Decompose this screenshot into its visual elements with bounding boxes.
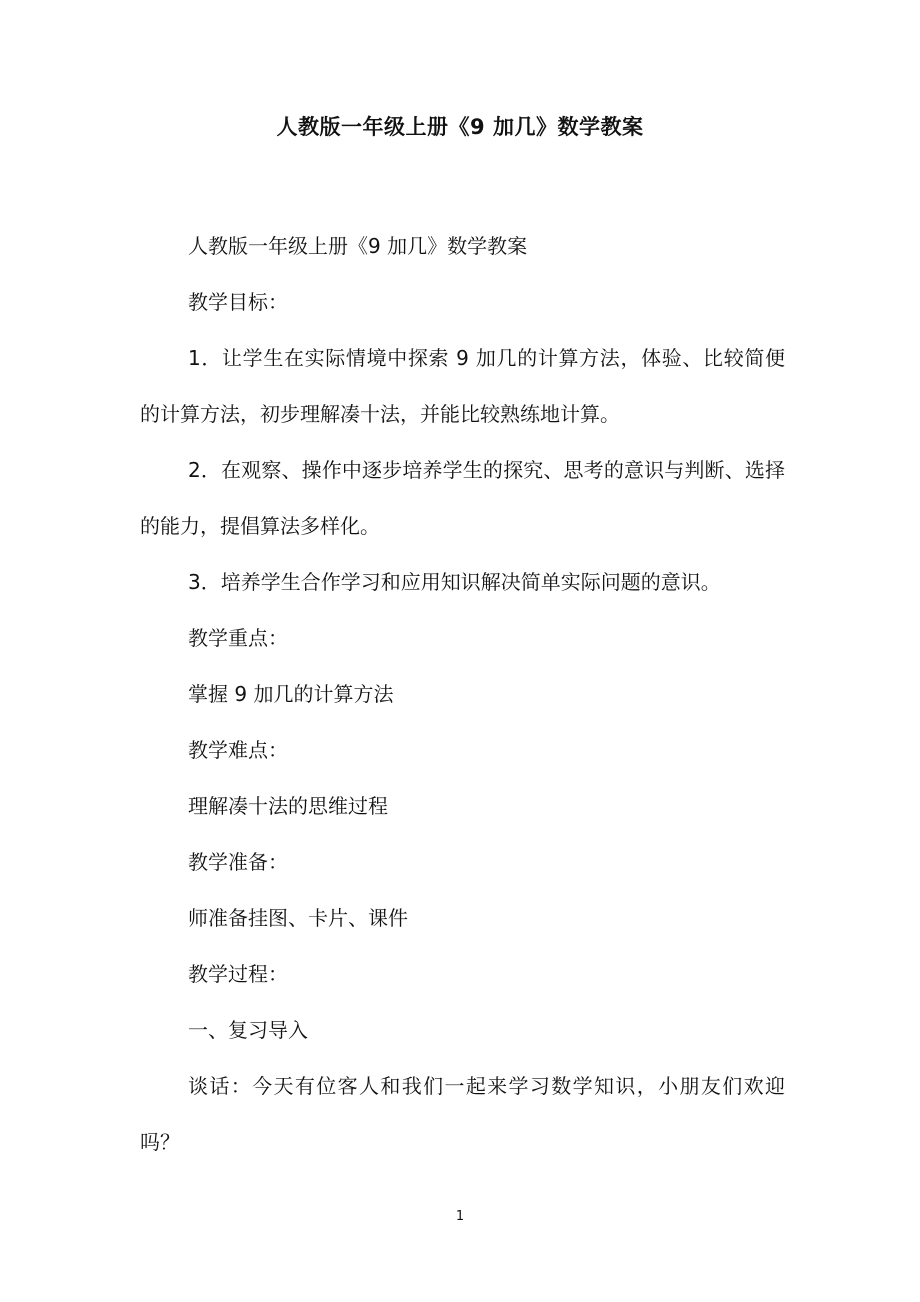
paragraph-dialogue: 谈话：今天有位客人和我们一起来学习数学知识，小朋友们欢迎吗？ bbox=[140, 1074, 785, 1154]
paragraph-preparation-heading: 教学准备： bbox=[188, 850, 288, 874]
paragraph-objective-2: 2．在观察、操作中逐步培养学生的探究、思考的意识与判断、选择的能力，提倡算法多样化。 bbox=[140, 458, 785, 538]
paragraph-preparation: 师准备挂图、卡片、课件 bbox=[188, 906, 408, 930]
paragraph-subtitle: 人教版一年级上册《9 加几》数学教案 bbox=[188, 234, 528, 258]
paragraph-difficulties-heading: 教学难点： bbox=[188, 738, 288, 762]
paragraph-objective-3: 3．培养学生合作学习和应用知识解决简单实际问题的意识。 bbox=[188, 570, 721, 594]
paragraph-objectives-heading: 教学目标： bbox=[188, 290, 288, 314]
document-body bbox=[140, 218, 785, 1170]
paragraph-process-heading: 教学过程： bbox=[188, 962, 288, 986]
document-title: 人教版一年级上册《9 加几》数学教案 bbox=[276, 115, 644, 139]
paragraph-section-review: 一、复习导入 bbox=[188, 1018, 308, 1042]
paragraph-key-points: 掌握 9 加几的计算方法 bbox=[188, 682, 394, 706]
paragraph-objective-1: 1．让学生在实际情境中探索 9 加几的计算方法，体验、比较简便的计算方法，初步理解凑十法，并能比较熟练地计算。 bbox=[140, 346, 785, 426]
paragraph-key-points-heading: 教学重点： bbox=[188, 626, 288, 650]
page-number: 1 bbox=[455, 1209, 465, 1224]
paragraph-difficulties: 理解凑十法的思维过程 bbox=[188, 794, 388, 818]
